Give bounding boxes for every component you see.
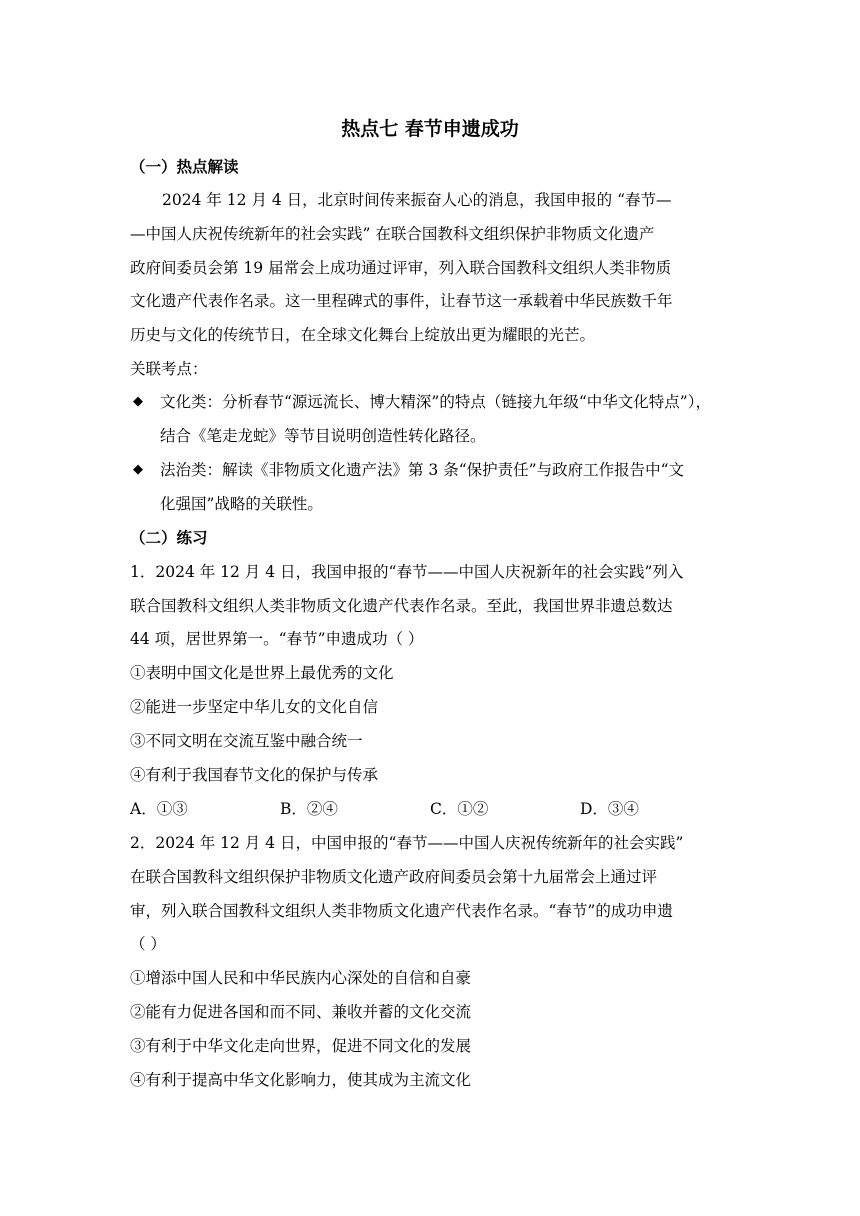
question-2-line: 在联合国教科文组织保护非物质文化遗产政府间委员会第十九届常会上通过评 (130, 868, 658, 886)
paragraph-line: —中国人庆祝传统新年的社会实践” 在联合国教科文组织保护非物质文化遗产 (130, 225, 655, 243)
question-2-statement: ④有利于提高中华文化影响力，使其成为主流文化 (130, 1071, 472, 1089)
diamond-bullet-icon: ◆ (133, 394, 143, 409)
paragraph-line: 历史与文化的传统节日，在全球文化舞台上绽放出更为耀眼的光芒。 (130, 326, 596, 344)
option-c: C．①② (430, 800, 489, 818)
section-heading-practice: （二）练习 (130, 528, 208, 547)
bullet-line: 文化类：分析春节“源远流长、博大精深”的特点（链接九年级“中华文化特点”）， (160, 393, 711, 411)
bullet-line: 化强国”战略的关联性。 (160, 495, 323, 513)
section-heading-hotspot-reading: （一）热点解读 (130, 157, 239, 176)
option-b: B．②④ (280, 800, 338, 818)
question-2-statement: ①增添中国人民和中华民族内心深处的自信和自豪 (130, 969, 472, 987)
question-1-statement: ①表明中国文化是世界上最优秀的文化 (130, 664, 394, 682)
question-2-statement: ③有利于中华文化走向世界，促进不同文化的发展 (130, 1037, 472, 1055)
option-a: A．①③ (130, 800, 188, 818)
question-1-statement: ④有利于我国春节文化的保护与传承 (130, 766, 379, 784)
question-1-statement: ③不同文明在交流互鉴中融合统一 (130, 732, 363, 750)
question-2-line: 2．2024 年 12 月 4 日，中国申报的“春节——中国人庆祝传统新年的社会实践” (130, 834, 684, 852)
question-1-statement: ②能进一步坚定中华儿女的文化自信 (130, 698, 379, 716)
question-1-line: 44 项，居世界第一。“春节”申遗成功（ ） (130, 630, 424, 648)
paragraph-line: 2024 年 12 月 4 日，北京时间传来振奋人心的消息，我国申报的 “春节— (162, 191, 672, 209)
question-2-statement: ②能有力促进各国和而不同、兼收并蓄的文化交流 (130, 1003, 472, 1021)
question-2-line: 审，列入联合国教科文组织人类非物质文化遗产代表作名录。“春节”的成功申遗 (130, 902, 673, 920)
page-title: 热点七 春节申遗成功 (341, 118, 519, 140)
diamond-bullet-icon: ◆ (133, 462, 143, 477)
bullet-line: 结合《笔走龙蛇》等节目说明创造性转化路径。 (160, 427, 486, 445)
option-d: D．③④ (580, 800, 639, 818)
question-1-line: 1．2024 年 12 月 4 日，我国申报的“春节——中国人庆祝新年的社会实践”列入 (130, 563, 684, 581)
question-1-line: 联合国教科文组织人类非物质文化遗产代表作名录。至此，我国世界非遗总数达 (130, 597, 673, 615)
paragraph-line: 政府间委员会第 19 届常会上成功通过评审，列入联合国教科文组织人类非物质 (130, 259, 672, 277)
bullet-line: 法治类：解读《非物质文化遗产法》第 3 条“保护责任”与政府工作报告中“文 (160, 461, 684, 479)
related-points-label: 关联考点： (130, 360, 208, 378)
question-2-line: （ ） (130, 935, 166, 953)
paragraph-line: 文化遗产代表作名录。这一里程碑式的事件，让春节这一承载着中华民族数千年 (130, 292, 673, 310)
